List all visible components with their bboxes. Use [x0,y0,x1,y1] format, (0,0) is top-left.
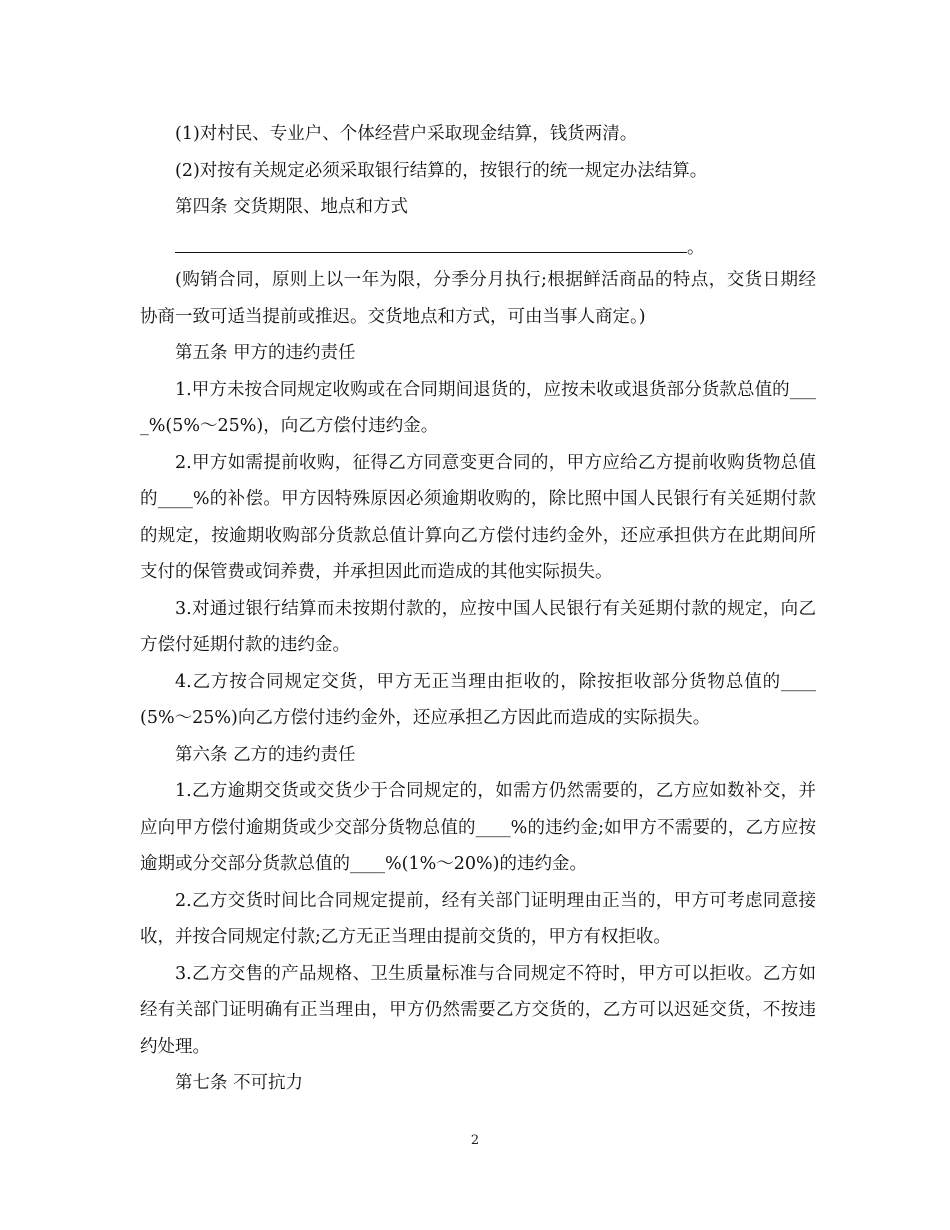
paragraph-delivery-note: (购销合同，原则上以一年为限，分季分月执行;根据鲜活商品的特点，交货日期经协商一致可适当提前或推迟。交货地点和方式，可由当事人商定。) [140,270,816,327]
paragraph-cash-settlement: (1)对村民、专业户、个体经营户采取现金结算，钱货两清。 [175,124,638,144]
paragraph-bank-settlement: (2)对按有关规定必须采取银行结算的，按银行的统一规定办法结算。 [175,160,708,181]
paragraph-5-4: 4.乙方按合同规定交货，甲方无正当理由拒收的，除按拒收部分货物总值的____(5%～25%)向乙方偿付违约金外，还应承担乙方因此而造成的实际损失。 [140,671,816,728]
paragraph-5-1: 1.甲方未按合同规定收购或在合同期间退货的，应按未收或退货部分货款总值的____%(5%～25%)，向乙方偿付违约金。 [140,379,816,436]
article-7-heading: 第七条 不可抗力 [175,1073,304,1093]
document-body [140,116,816,1102]
article-6-heading: 第六条 乙方的违约责任 [175,744,356,765]
paragraph-5-2: 2.甲方如需提前收购，征得乙方同意变更合同的，甲方应给乙方提前收购货物总值的____%的补偿。甲方因特殊原因必须逾期收购的，除比照中国人民银行有关延期付款的规定，按逾期收购部分货款总值计算向乙方偿付违约金外，还应承担供方在此期间所支付的保管费或饲养费，并承担因此而造成的其他实际损失。 [140,452,816,582]
fill-in-blank-line [140,226,816,263]
article-5-heading: 第五条 甲方的违约责任 [175,343,356,363]
paragraph-5-3: 3.对通过银行结算而未按期付款的，应按中国人民银行有关延期付款的规定，向乙方偿付延期付款的违约金。 [140,598,816,655]
paragraph-6-3: 3.乙方交售的产品规格、卫生质量标准与合同规定不符时，甲方可以拒收。乙方如经有关部门证明确有正当理由，甲方仍然需要乙方交货的，乙方可以迟延交货，不按违约处理。 [140,963,816,1057]
blank-line-period: 。 [687,237,705,258]
article-4-heading: 第四条 交货期限、地点和方式 [175,197,409,217]
paragraph-6-2: 2.乙方交货时间比合同规定提前，经有关部门证明理由正当的，甲方可考虑同意接收，并按合同规定付款;乙方无正当理由提前交货的，甲方有权拒收。 [140,890,816,947]
page-number: 2 [470,1133,480,1148]
blank-underline [175,226,687,253]
paragraph-6-1: 1.乙方逾期交货或交货少于合同规定的，如需方仍然需要的，乙方应如数补交，并应向甲方偿付逾期货或少交部分货物总值的____%的违约金;如甲方不需要的，乙方应按逾期或分交部分货款总值的____%(1%～20%)的违约金。 [140,781,816,874]
